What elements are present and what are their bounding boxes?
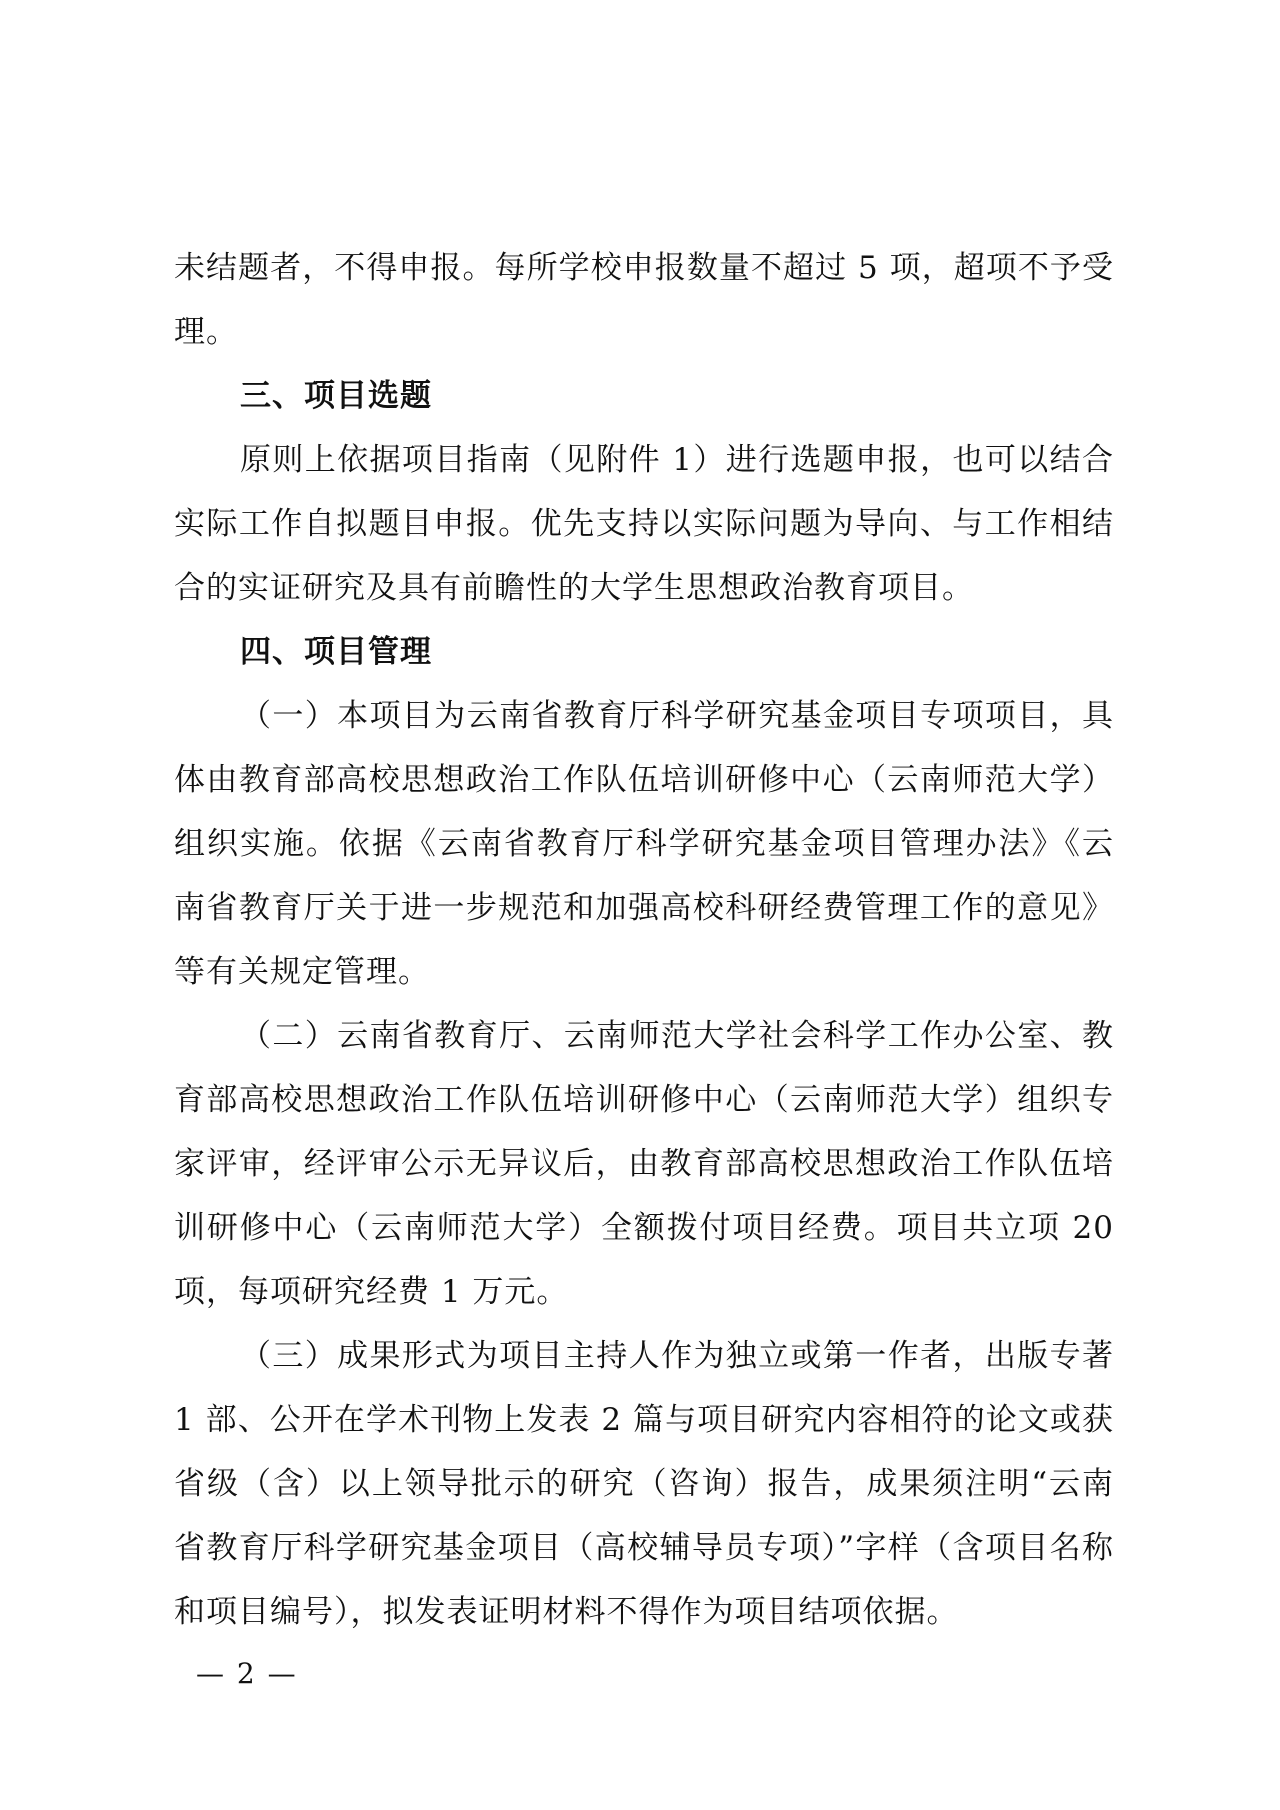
paragraph-management-item-3: （三）成果形式为项目主持人作为独立或第一作者，出版专著 1 部、公开在学术刊物上发表 2 篇与项目研究内容相符的论文或获省级（含）以上领导批示的研究（咨询）报告，成果须注明“云南省教育厅科学研究基金项目（高校辅导员专项）”字样（含项目名称和项目编号），拟发表证明材料不得作为项目结项依据。 [174,1338,1114,1630]
paragraph-management-item-1: （一）本项目为云南省教育厅科学研究基金项目专项项目，具体由教育部高校思想政治工作队伍培训研修中心（云南师范大学）组织实施。依据《云南省教育厅科学研究基金项目管理办法》《云南省教育厅关于进一步规范和加强高校科研经费管理工作的意见》等有关规定管理。 [174,698,1114,990]
document-body [174,236,1114,1644]
paragraph-management-item-2: （二）云南省教育厅、云南师范大学社会科学工作办公室、教育部高校思想政治工作队伍培训研修中心（云南师范大学）组织专家评审，经评审公示无异议后，由教育部高校思想政治工作队伍培训研修中心（云南师范大学）全额拨付项目经费。项目共立项 20 项，每项研究经费 1 万元。 [174,1018,1114,1310]
paragraph-continuation: 未结题者，不得申报。每所学校申报数量不超过 5 项，超项不予受理。 [174,250,1114,350]
section-heading-project-topics: 三、项目选题 [240,378,432,414]
page-number: — 2 — [196,1657,298,1690]
paragraph-topic-selection: 原则上依据项目指南（见附件 1）进行选题申报，也可以结合实际工作自拟题目申报。优先支持以实际问题为导向、与工作相结合的实证研究及具有前瞻性的大学生思想政治教育项目。 [174,442,1114,606]
section-heading-project-management: 四、项目管理 [240,634,432,670]
